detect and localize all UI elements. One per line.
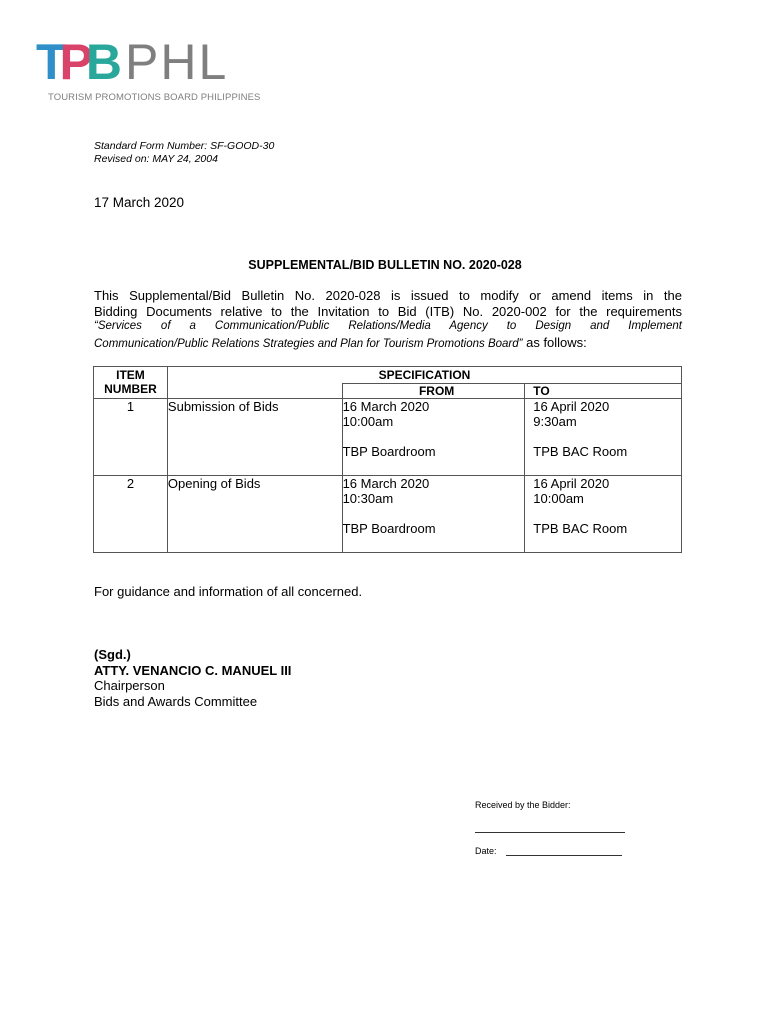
row-2-from-time: 10:30am	[342, 491, 394, 506]
signed-mark: (Sgd.)	[94, 647, 131, 662]
row-2-to-place: TPB BAC Room	[533, 521, 628, 536]
header-from: FROM	[342, 384, 525, 399]
guidance-text: For guidance and information of all concerned.	[94, 584, 363, 599]
logo-letter-t: T	[36, 34, 60, 90]
row-1-to-place: TPB BAC Room	[533, 444, 628, 459]
form-revised: Revised on: MAY 24, 2004	[94, 153, 218, 165]
table-row	[94, 476, 682, 553]
date-label: Date:	[475, 846, 497, 856]
row-1-to-date: 16 April 2020	[533, 399, 610, 414]
logo-wordmark	[36, 34, 276, 90]
row-2-number: 2	[94, 476, 168, 553]
bulletin-title: SUPPLEMENTAL/BID BULLETIN NO. 2020-028	[248, 258, 522, 272]
signatory-name: ATTY. VENANCIO C. MANUEL III	[94, 662, 292, 678]
received-by-line	[475, 832, 625, 833]
date-line	[506, 855, 622, 856]
logo-letter-p: P	[59, 34, 86, 90]
header-to: TO	[525, 384, 682, 399]
header-blank	[167, 384, 342, 399]
intro-line-2: Bidding Documents relative to the Invitation to Bid (ITB) No. 2020-002 for the requirements	[94, 303, 682, 319]
logo-letter-b: B	[85, 34, 116, 90]
signatory-committee: Bids and Awards Committee	[94, 693, 258, 709]
specification-table	[93, 366, 682, 553]
table-header-row-1	[94, 367, 682, 384]
form-number: Standard Form Number: SF-GOOD-30	[94, 140, 275, 152]
logo-phl: PHL	[125, 34, 229, 90]
table-row	[94, 399, 682, 476]
row-1-description: Submission of Bids	[167, 399, 342, 476]
tpb-phl-logo	[36, 34, 276, 106]
header-item-line-2: NUMBER	[104, 382, 157, 396]
row-1-to	[525, 399, 682, 476]
row-2-from	[342, 476, 525, 553]
row-1-from-date: 16 March 2020	[342, 399, 430, 414]
row-2-to-time: 10:00am	[533, 491, 584, 506]
intro-line-1: This Supplemental/Bid Bulletin No. 2020-028 is issued to modify or amend items in the	[94, 288, 682, 303]
intro-line-4	[94, 335, 682, 353]
row-2-description: Opening of Bids	[167, 476, 342, 553]
signature-block	[94, 647, 291, 709]
row-2-from-place: TBP Boardroom	[342, 521, 436, 536]
signatory-position: Chairperson	[94, 678, 165, 693]
row-2-to-date: 16 April 2020	[533, 476, 610, 491]
row-2-from-date: 16 March 2020	[342, 476, 430, 491]
row-1-to-time: 9:30am	[533, 414, 577, 429]
row-2-to	[525, 476, 682, 553]
intro-line-4-end: as follows:	[522, 334, 587, 350]
header-specification: SPECIFICATION	[167, 367, 681, 384]
intro-line-4-italic: Communication/Public Relations Strategies and Plan for Tourism Promotions Board”	[94, 337, 523, 350]
row-1-from-place: TBP Boardroom	[342, 444, 436, 459]
received-by-label: Received by the Bidder:	[475, 800, 571, 810]
header-item-line-1: ITEM	[116, 368, 145, 382]
header-item-number	[94, 367, 168, 399]
row-1-number: 1	[94, 399, 168, 476]
document-date: 17 March 2020	[94, 195, 185, 210]
row-1-from	[342, 399, 525, 476]
intro-line-3: “Services of a Communication/Public Relations/Media Agency to Design and Implement	[94, 320, 682, 332]
intro-paragraph	[94, 288, 682, 352]
logo-subtitle: TOURISM PROMOTIONS BOARD PHILIPPINES	[48, 92, 261, 103]
row-1-from-time: 10:00am	[342, 414, 394, 429]
table-header-row-2	[94, 384, 682, 399]
